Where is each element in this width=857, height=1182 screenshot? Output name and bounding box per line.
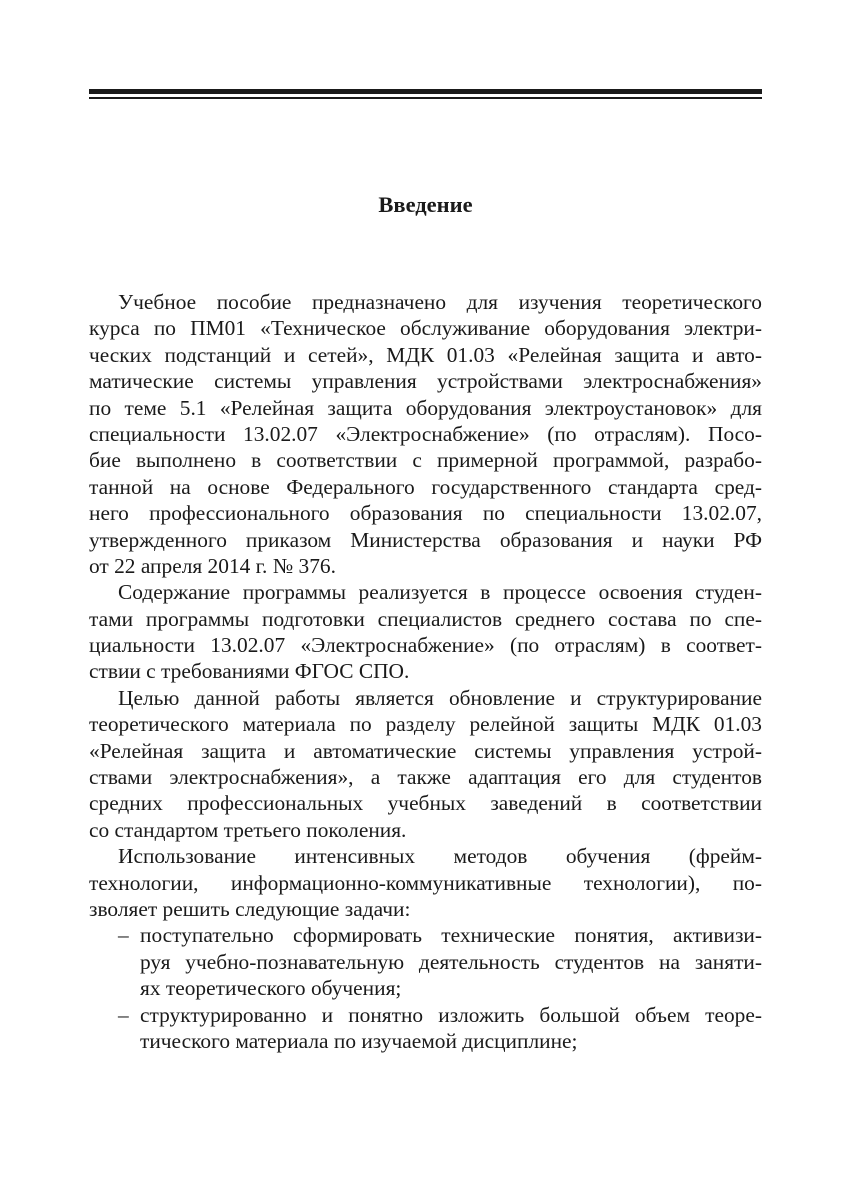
paragraph xyxy=(89,843,762,922)
text-line: по теме 5.1 «Релейная защита оборудования электроустановок» для xyxy=(89,395,762,420)
text-line: от 22 апреля 2014 г. № 376. xyxy=(89,553,336,578)
list-item-line: тического материала по изучаемой дисциплине; xyxy=(140,1028,578,1053)
text-line: циальности 13.02.07 «Электроснабжение» (по отраслям) в соответ- xyxy=(89,633,762,658)
text-line: ческих подстанций и сетей», МДК 01.03 «Релейная защита и авто- xyxy=(89,342,762,367)
list-item-text: структурированно и понятно изложить большой объем теоре- xyxy=(140,1002,762,1027)
text-line: Содержание программы реализуется в процессе освоения студен- xyxy=(118,580,762,605)
dash-marker: – xyxy=(118,1002,129,1027)
text-line: ствии с требованиями ФГОС СПО. xyxy=(89,659,410,684)
paragraph xyxy=(89,685,762,843)
body-text xyxy=(89,289,762,1054)
text-line: технологии, информационно-коммуникативные технологии), по- xyxy=(89,870,762,895)
text-line: со стандартом третьего поколения. xyxy=(89,817,407,842)
list-item-line xyxy=(89,1002,762,1028)
text-line: ствами электроснабжения», а также адаптация его для студентов xyxy=(89,765,762,790)
text-line: танной на основе Федерального государственного стандарта сред- xyxy=(89,474,762,499)
text-line: теоретического материала по разделу релейной защиты МДК 01.03 xyxy=(89,712,762,737)
text-line: тами программы подготовки специалистов среднего состава по спе- xyxy=(89,606,762,631)
text-line: него профессионального образования по специальности 13.02.07, xyxy=(89,501,762,526)
list-item-line: ях теоретического обучения; xyxy=(140,976,402,1001)
text-line: специальности 13.02.07 «Электроснабжение» (по отраслям). Посо- xyxy=(89,421,762,446)
dash-marker: – xyxy=(118,923,129,948)
text-line: курса по ПМ01 «Техническое обслуживание оборудования электри- xyxy=(89,316,762,341)
text-line: Учебное пособие предназначено для изучения теоретического xyxy=(118,290,762,314)
text-line: бие выполнено в соответствии с примерной программой, разрабо- xyxy=(89,448,762,473)
list-item-line: руя учебно-познавательную деятельность студентов на заняти- xyxy=(140,949,762,974)
text-line: средних профессиональных учебных заведений в соответствии xyxy=(89,791,762,816)
text-line: утвержденного приказом Министерства образования и науки РФ xyxy=(89,527,762,552)
section-heading: Введение xyxy=(378,192,473,217)
text-line: зволяет решить следующие задачи: xyxy=(89,896,411,921)
text-line: Использование интенсивных методов обучения (фрейм- xyxy=(118,844,762,869)
paragraph xyxy=(89,289,762,579)
header-rule-thick xyxy=(89,89,762,94)
list-item xyxy=(89,1002,762,1055)
paragraph xyxy=(89,579,762,685)
text-line: «Релейная защита и автоматические системы управления устрой- xyxy=(89,738,762,763)
text-line: Целью данной работы является обновление и структурирование xyxy=(118,685,762,710)
header-rule-thin xyxy=(89,97,762,99)
list-item xyxy=(89,922,762,1001)
list-item-line xyxy=(89,922,762,948)
text-line: матические системы управления устройствами электроснабжения» xyxy=(89,369,762,394)
list-item-text: поступательно сформировать технические понятия, активизи- xyxy=(140,923,762,948)
